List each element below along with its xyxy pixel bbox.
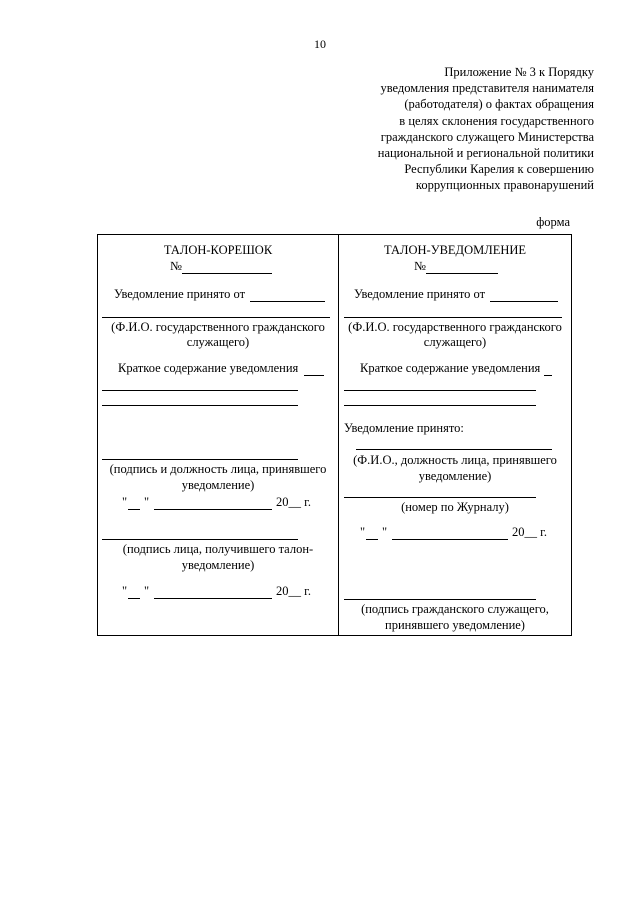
left-year-label: 20__ г. — [276, 584, 311, 598]
right-journal-caption: (номер по Журналу) — [401, 500, 509, 514]
left-fio-field[interactable] — [102, 317, 330, 318]
left-date-quote-close: " — [144, 584, 150, 598]
left-summary-label: Краткое содержание уведомления — [118, 361, 299, 375]
right-date-quote-close: " — [382, 525, 388, 539]
left-receiver-signature-field[interactable] — [102, 539, 298, 540]
left-fio-caption-1: (Ф.И.О. государственного гражданского — [111, 320, 325, 334]
right-summary-line[interactable] — [344, 390, 536, 391]
right-date-month-field[interactable] — [392, 539, 508, 540]
appendix-line: гражданского служащего Министерства — [380, 129, 594, 144]
left-year-label: 20__ г. — [276, 495, 311, 509]
left-date-day-field[interactable] — [128, 509, 140, 510]
left-signature-field[interactable] — [102, 459, 298, 460]
left-number-field[interactable] — [182, 273, 272, 274]
left-sign-recv-caption-2: уведомление) — [181, 558, 255, 572]
left-date-day-field[interactable] — [128, 598, 140, 599]
left-date-quote-close: " — [144, 495, 150, 509]
forma-label: форма — [536, 215, 570, 229]
right-accepted-from-field[interactable] — [490, 301, 558, 302]
right-date-day-field[interactable] — [366, 539, 378, 540]
right-year-label: 20__ г. — [512, 525, 547, 539]
left-date-month-field[interactable] — [154, 509, 272, 510]
right-accepted-from: Уведомление принято от — [354, 287, 486, 301]
left-date-month-field[interactable] — [154, 598, 272, 599]
right-sign-caption-1: (подпись гражданского служащего, — [361, 602, 549, 616]
right-accepted-label: Уведомление принято: — [344, 421, 464, 435]
right-summary-field[interactable] — [544, 375, 552, 376]
right-journal-field[interactable] — [344, 497, 536, 498]
left-accepted-from: Уведомление принято от — [114, 287, 246, 301]
page-number: 10 — [314, 37, 326, 51]
left-title: ТАЛОН-КОРЕШОК — [163, 243, 273, 257]
right-summary-label: Краткое содержание уведомления — [360, 361, 541, 375]
appendix-line: национальной и региональной политики — [377, 146, 594, 161]
appendix-line: уведомления представителя нанимателя — [380, 81, 594, 96]
left-summary-line[interactable] — [102, 390, 298, 391]
column-divider — [338, 235, 339, 635]
right-number-field[interactable] — [426, 273, 498, 274]
left-sign-recv-caption-1: (подпись лица, получившего талон- — [122, 542, 314, 556]
left-number-label: № — [170, 259, 182, 273]
appendix-line: коррупционных правонарушений — [415, 178, 594, 193]
right-number-label: № — [414, 259, 426, 273]
appendix-line: Республики Карелия к совершению — [404, 162, 594, 177]
right-title: ТАЛОН-УВЕДОМЛЕНИЕ — [383, 243, 527, 257]
talon-form-table — [97, 234, 572, 636]
right-fio-pos-caption-1: (Ф.И.О., должность лица, принявшего — [353, 453, 557, 467]
left-summary-line[interactable] — [102, 405, 298, 406]
left-sign-pos-caption-1: (подпись и должность лица, принявшего — [109, 462, 327, 476]
left-fio-caption-2: служащего) — [186, 335, 250, 349]
right-sign-caption-2: принявшего уведомление) — [385, 618, 525, 632]
right-accepter-field[interactable] — [356, 449, 552, 450]
right-summary-line[interactable] — [344, 405, 536, 406]
appendix-line: в целях склонения государственного — [399, 113, 594, 128]
appendix-line: (работодателя) о фактах обращения — [404, 97, 594, 112]
right-signature-field[interactable] — [344, 599, 536, 600]
right-fio-pos-caption-2: уведомление) — [418, 469, 492, 483]
left-summary-field[interactable] — [304, 375, 324, 376]
right-fio-caption-2: служащего) — [423, 335, 487, 349]
appendix-header — [294, 64, 594, 194]
left-date-quote-open: " — [122, 495, 128, 509]
right-fio-field[interactable] — [344, 317, 562, 318]
left-sign-pos-caption-2: уведомление) — [181, 478, 255, 492]
right-fio-caption-1: (Ф.И.О. государственного гражданского — [348, 320, 562, 334]
appendix-line: Приложение № 3 к Порядку — [444, 65, 594, 79]
left-date-quote-open: " — [122, 584, 128, 598]
left-accepted-from-field[interactable] — [250, 301, 325, 302]
right-date-quote-open: " — [360, 525, 366, 539]
